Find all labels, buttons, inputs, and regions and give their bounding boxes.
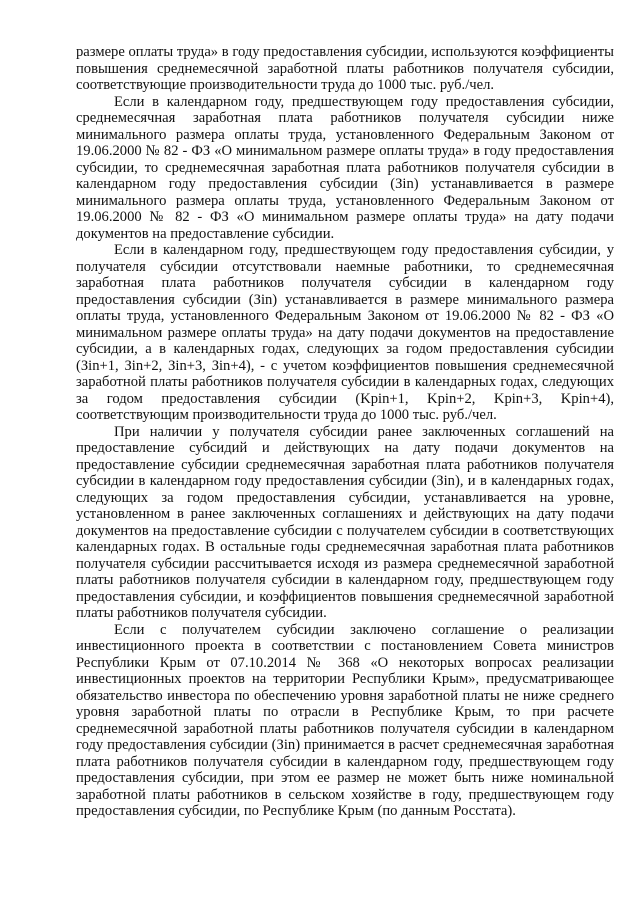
paragraph-investment-project-rule: Если с получателем субсидии заключено соглашение о реализации инвестиционного проекта в соответствии с постановлением Совета министров Республики Крым от 07.10.2014 № 368 «О некоторых вопросах реализации инвестиционных проектов на территории Республики Крым», предусматривающее обязательство инвестора по обеспечению уровня заработной платы не ниже среднего уровня заработной платы по отрасли в Республике Крым, то при расчете среднемесячной заработной платы работников получателя субсидии в календарном году предоставления субсидии (Зin) принимается в расчет среднемесячная заработная плата работников получателя субсидии в календарном году, предшествующем году предоставления субсидии, при этом ее размер не может быть ниже номинальной заработной платы работников в сельском хозяйстве в году, предшествующем году предоставления субсидии, по Республике Крым (по данным Росстата). — [76, 621, 614, 819]
paragraph-prior-agreements-rule: При наличии у получателя субсидии ранее заключенных соглашений на предоставление субсидий и действующих на дату подачи документов на предоставление субсидии среднемесячная заработная плата работников получателя субсидии в календарном году предоставления субсидии (Зin), и в календарных годах, следующих за годом предоставления субсидии, устанавливается на уровне, установленном в ранее заключенных соглашениях и действующих на дату подачи документов на предоставление субсидии с получателем субсидии в соответствующих календарных годах. В остальные годы среднемесячная заработная плата работников получателя субсидии рассчитывается исходя из размера среднемесячной заработной платы работников получателя субсидии в календарном году, предшествующем году предоставления субсидии, и коэффициентов повышения среднемесячной заработной платы работников получателя субсидии. — [76, 423, 614, 621]
paragraph-no-employees-rule: Если в календарном году, предшествующем году предоставления субсидии, у получателя субсидии отсутствовали наемные работники, то среднемесячная заработная плата работников получателя субсидии в календарном году предоставления субсидии (Зin) устанавливается в размере минимального размера оплаты труда, установленного Федеральным Законом от 19.06.2000 № 82 - ФЗ «О минимальном размере оплаты труда» на дату подачи документов на предоставление субсидии, а в календарных годах, следующих за годом предоставления субсидии (Зin+1, Зin+2, Зin+3, Зin+4), - с учетом коэффициентов повышения среднемесячной заработной платы работников получателя субсидии в календарных годах, следующих за годом предоставления субсидии (Kpin+1, Kpin+2, Kpin+3, Kpin+4), соответствующим производительности труда до 1000 тыс. руб./чел. — [76, 242, 614, 423]
paragraph-continuation: размере оплаты труда» в году предоставления субсидии, используются коэффициенты повышения среднемесячной заработной платы работников получателя субсидии, соответствующие производительности труда до 1000 тыс. руб./чел. — [76, 44, 614, 93]
paragraph-minimum-wage-rule: Если в календарном году, предшествующем году предоставления субсидии, среднемесячная заработная плата работников получателя субсидии ниже минимального размера оплаты труда, установленного Федеральным Законом от 19.06.2000 № 82 - ФЗ «О минимальном размере оплаты труда» в году предоставления субсидии, то среднемесячная заработная плата работников получателя субсидии в календарном году предоставления субсидии (Зin) устанавливается в размере минимального размера оплаты труда, установленного Федеральным Законом от 19.06.2000 № 82 - ФЗ «О минимальном размере оплаты труда» на дату подачи документов на предоставление субсидии. — [76, 93, 614, 242]
document-page — [76, 44, 614, 820]
